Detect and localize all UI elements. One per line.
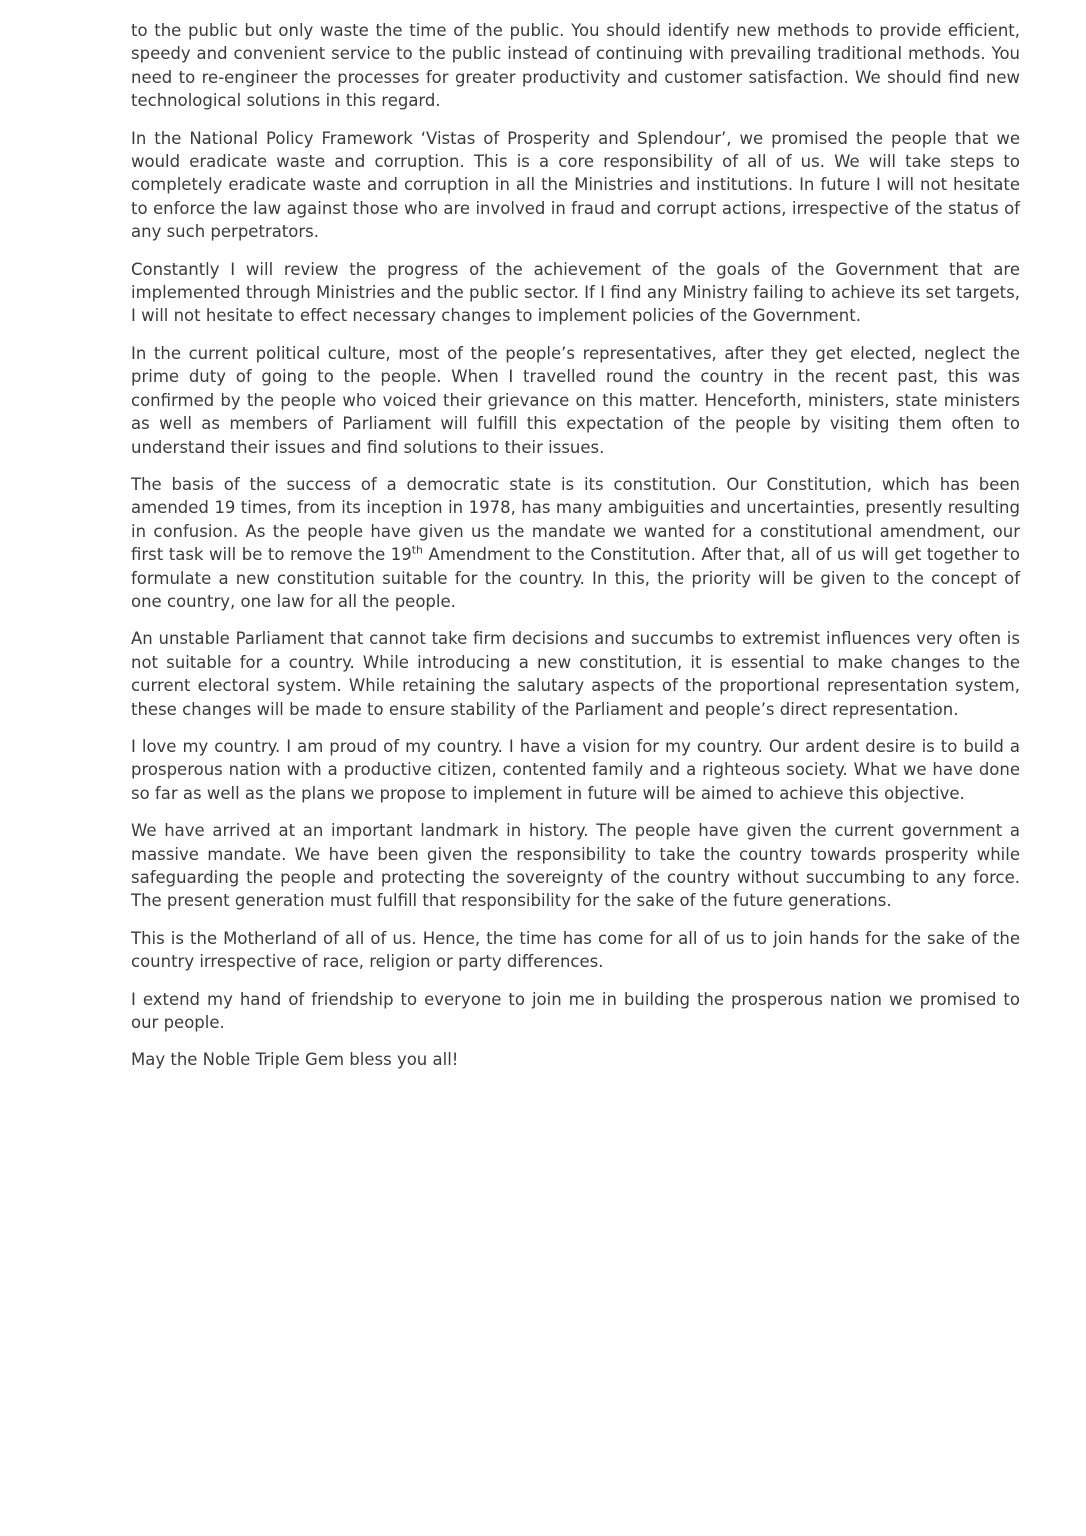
paragraph: In the current political culture, most of the people’s representatives, after they get elected, neglect the prime duty of going to the people. When I travelled round the country in the recent past, this was confirmed by the people who voiced their grievance on this matter. Henceforth, ministers, state ministers as well as members of Parliament will fulfill this expectation of the people by visiting them often to understand their issues and find solutions to their issues.	[131, 343, 1020, 457]
paragraph: This is the Motherland of all of us. Hence, the time has come for all of us to join hands for the sake of the country irrespective of race, religion or party differences.	[131, 928, 1020, 972]
paragraph: I extend my hand of friendship to everyone to join me in building the prosperous nation we promised to our people.	[131, 989, 1020, 1033]
paragraph: We have arrived at an important landmark in history. The people have given the current government a massive mandate. We have been given the responsibility to take the country towards prosperity while safeguarding the people and protecting the sovereignty of the country without succumbing to any force. The present generation must fulfill that responsibility for the sake of the future generations.	[131, 821, 1020, 911]
paragraph: An unstable Parliament that cannot take firm decisions and succumbs to extremist influences very often is not suitable for a country. While introducing a new constitution, it is essential to make changes to the current electoral system. While retaining the salutary aspects of the proportional representation system, these changes will be made to ensure stability of the Parliament and people’s direct representation.	[131, 629, 1020, 719]
paragraph: I love my country. I am proud of my country. I have a vision for my country. Our ardent desire is to build a prosperous nation with a productive citizen, contented family and a righteous society. What we have done so far as well as the plans we propose to implement in future will be aimed to achieve this objective.	[131, 736, 1020, 803]
paragraph: Constantly I will review the progress of the achievement of the goals of the Government that are implemented through Ministries and the public sector. If I find any Ministry failing to achieve its set targets, I will not hesitate to effect necessary changes to implement policies of the Government.	[131, 259, 1020, 326]
paragraph-text: The basis of the success of a democratic state is its constitution. Our Constitution, which has been amended 19 times, from its inception in 1978, has many ambiguities and uncertainties, presently resulting in confusion. As the people have given us the mandate we wanted for a constitutional amendment, our first task will be to remove the 19	[131, 474, 1020, 565]
paragraph: In the National Policy Framework ‘Vistas of Prosperity and Splendour’, we promised the people that we would eradicate waste and corruption. This is a core responsibility of all of us. We will take steps to completely eradicate waste and corruption in all the Ministries and institutions. In future I will not hesitate to enforce the law against those who are involved in fraud and corrupt actions, irrespective of the status of any such perpetrators.	[131, 128, 1020, 242]
paragraph: May the Noble Triple Gem bless you all!	[131, 1050, 459, 1070]
paragraph-text: Amendment to the Constitution. After that, all of us will get together to formulate a new constitution suitable for the country. In this, the priority will be given to the concept of one country, one law for all the people.	[131, 545, 1020, 611]
ordinal-superscript: th	[411, 543, 424, 557]
paragraph: to the public but only waste the time of the public. You should identify new methods to provide efficient, speedy and convenient service to the public instead of continuing with prevailing traditional methods. You need to re-engineer the processes for greater productivity and customer satisfaction. We should find new technological solutions in this regard.	[131, 21, 1020, 111]
paragraph	[131, 473, 1020, 613]
